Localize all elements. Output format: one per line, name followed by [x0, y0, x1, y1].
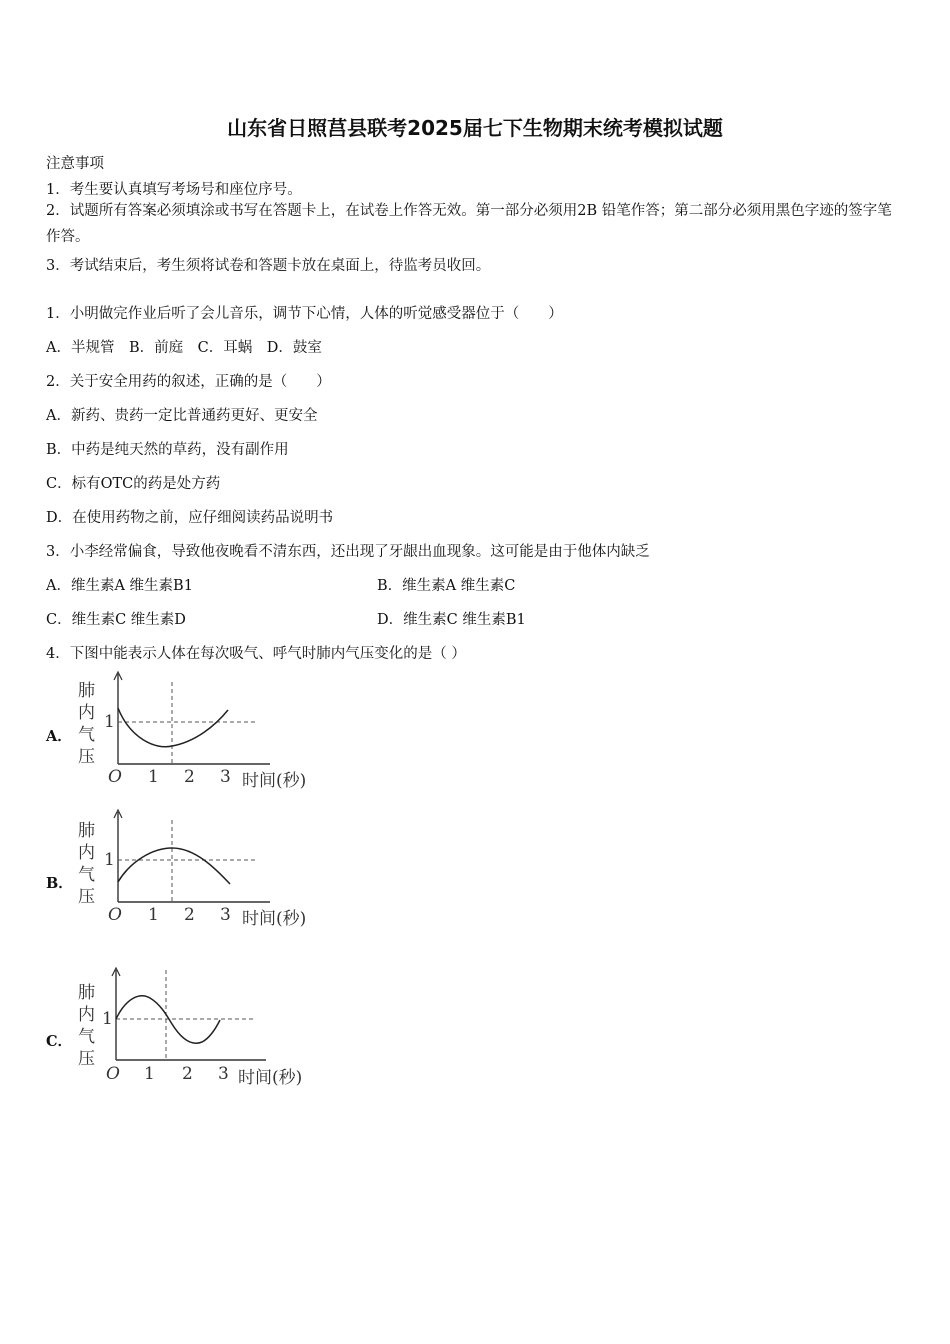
question-1-stem: 1．小明做完作业后听了会儿音乐，调节下心情，人体的听觉感受器位于（ ） — [46, 306, 563, 322]
graph-b-ylabel-4: 压 — [78, 887, 95, 907]
graph-c-y-tick: 1 — [102, 1009, 113, 1029]
graph-b-xlabel: 时间(秒) — [242, 909, 307, 929]
question-3-stem: 3．小李经常偏食，导致他夜晚看不清东西，还出现了牙龈出血现象。这可能是由于他体内缺乏 — [46, 544, 650, 560]
graph-b-ylabel-3: 气 — [78, 865, 95, 885]
question-1-options: A．半规管 B．前庭 C．耳蜗 D．鼓室 — [46, 340, 322, 356]
graph-a-origin: O — [108, 767, 122, 787]
graph-a-x-tick-2: 2 — [184, 767, 195, 787]
graph-b-x-tick-3: 3 — [220, 905, 231, 925]
graph-b-origin: O — [108, 905, 122, 925]
question-2-option-b: B．中药是纯天然的草药，没有副作用 — [46, 442, 289, 458]
question-3-option-a: A．维生素A 维生素B1 — [46, 578, 193, 594]
question-3-option-b: B．维生素A 维生素C — [377, 578, 516, 594]
question-3-option-c: C．维生素C 维生素D — [46, 612, 186, 628]
graph-c-label: C． — [46, 1033, 73, 1050]
question-2-option-a: A．新药、贵药一定比普通药更好、更安全 — [46, 408, 318, 424]
note-item-3: 3．考试结束后，考生须将试卷和答题卡放在桌面上，待监考员收回。 — [46, 258, 491, 274]
graph-a — [70, 668, 330, 798]
graph-c-x-tick-2: 2 — [182, 1064, 193, 1084]
question-2-stem: 2．关于安全用药的叙述，正确的是（ ） — [46, 374, 331, 390]
question-2-option-c: C．标有OTC的药是处方药 — [46, 476, 221, 492]
graph-b-x-tick-2: 2 — [184, 905, 195, 925]
page-title: 山东省日照莒县联考2025届七下生物期末统考模拟试题 — [227, 116, 723, 140]
graph-c-ylabel-4: 压 — [78, 1049, 95, 1069]
graph-b-y-tick: 1 — [104, 850, 115, 870]
graph-a-ylabel-1: 肺 — [78, 681, 95, 701]
graph-a-ylabel-3: 气 — [78, 725, 95, 745]
graph-a-label: A． — [46, 728, 72, 745]
graph-b — [70, 806, 330, 936]
graph-b-label: B． — [46, 875, 73, 892]
graph-a-curve — [118, 708, 228, 747]
graph-a-y-tick: 1 — [104, 712, 115, 732]
graph-c-ylabel-3: 气 — [78, 1027, 95, 1047]
graph-c-xlabel: 时间(秒) — [238, 1068, 303, 1088]
question-2-option-d: D．在使用药物之前，应仔细阅读药品说明书 — [46, 510, 334, 526]
graph-b-ylabel-1: 肺 — [78, 821, 95, 841]
question-4-stem: 4．下图中能表示人体在每次吸气、呼气时肺内气压变化的是（ ） — [46, 646, 466, 662]
note-item-1: 1．考生要认真填写考场号和座位序号。 — [46, 182, 302, 198]
note-item-2: 2．试题所有答案必须填涂或书写在答题卡上，在试卷上作答无效。第一部分必须用2B 铅笔作答；第二部分必须用黑色字迹的签字笔作答。 — [46, 203, 892, 245]
graph-c-x-tick-1: 1 — [144, 1064, 155, 1084]
graph-a-x-tick-1: 1 — [148, 767, 159, 787]
graph-a-ylabel-2: 内 — [78, 703, 95, 723]
graph-c — [70, 966, 330, 1096]
graph-a-x-tick-3: 3 — [220, 767, 231, 787]
graph-b-ylabel-2: 内 — [78, 843, 95, 863]
graph-c-origin: O — [106, 1064, 120, 1084]
graph-b-x-tick-1: 1 — [148, 905, 159, 925]
question-3-option-d: D．维生素C 维生素B1 — [377, 612, 526, 628]
graph-a-xlabel: 时间(秒) — [242, 771, 307, 791]
graph-b-curve — [118, 848, 230, 884]
graph-c-x-tick-3: 3 — [218, 1064, 229, 1084]
graph-c-ylabel-1: 肺 — [78, 983, 95, 1003]
graph-c-ylabel-2: 内 — [78, 1005, 95, 1025]
graph-a-ylabel-4: 压 — [78, 747, 95, 767]
notes-heading: 注意事项 — [46, 156, 104, 172]
